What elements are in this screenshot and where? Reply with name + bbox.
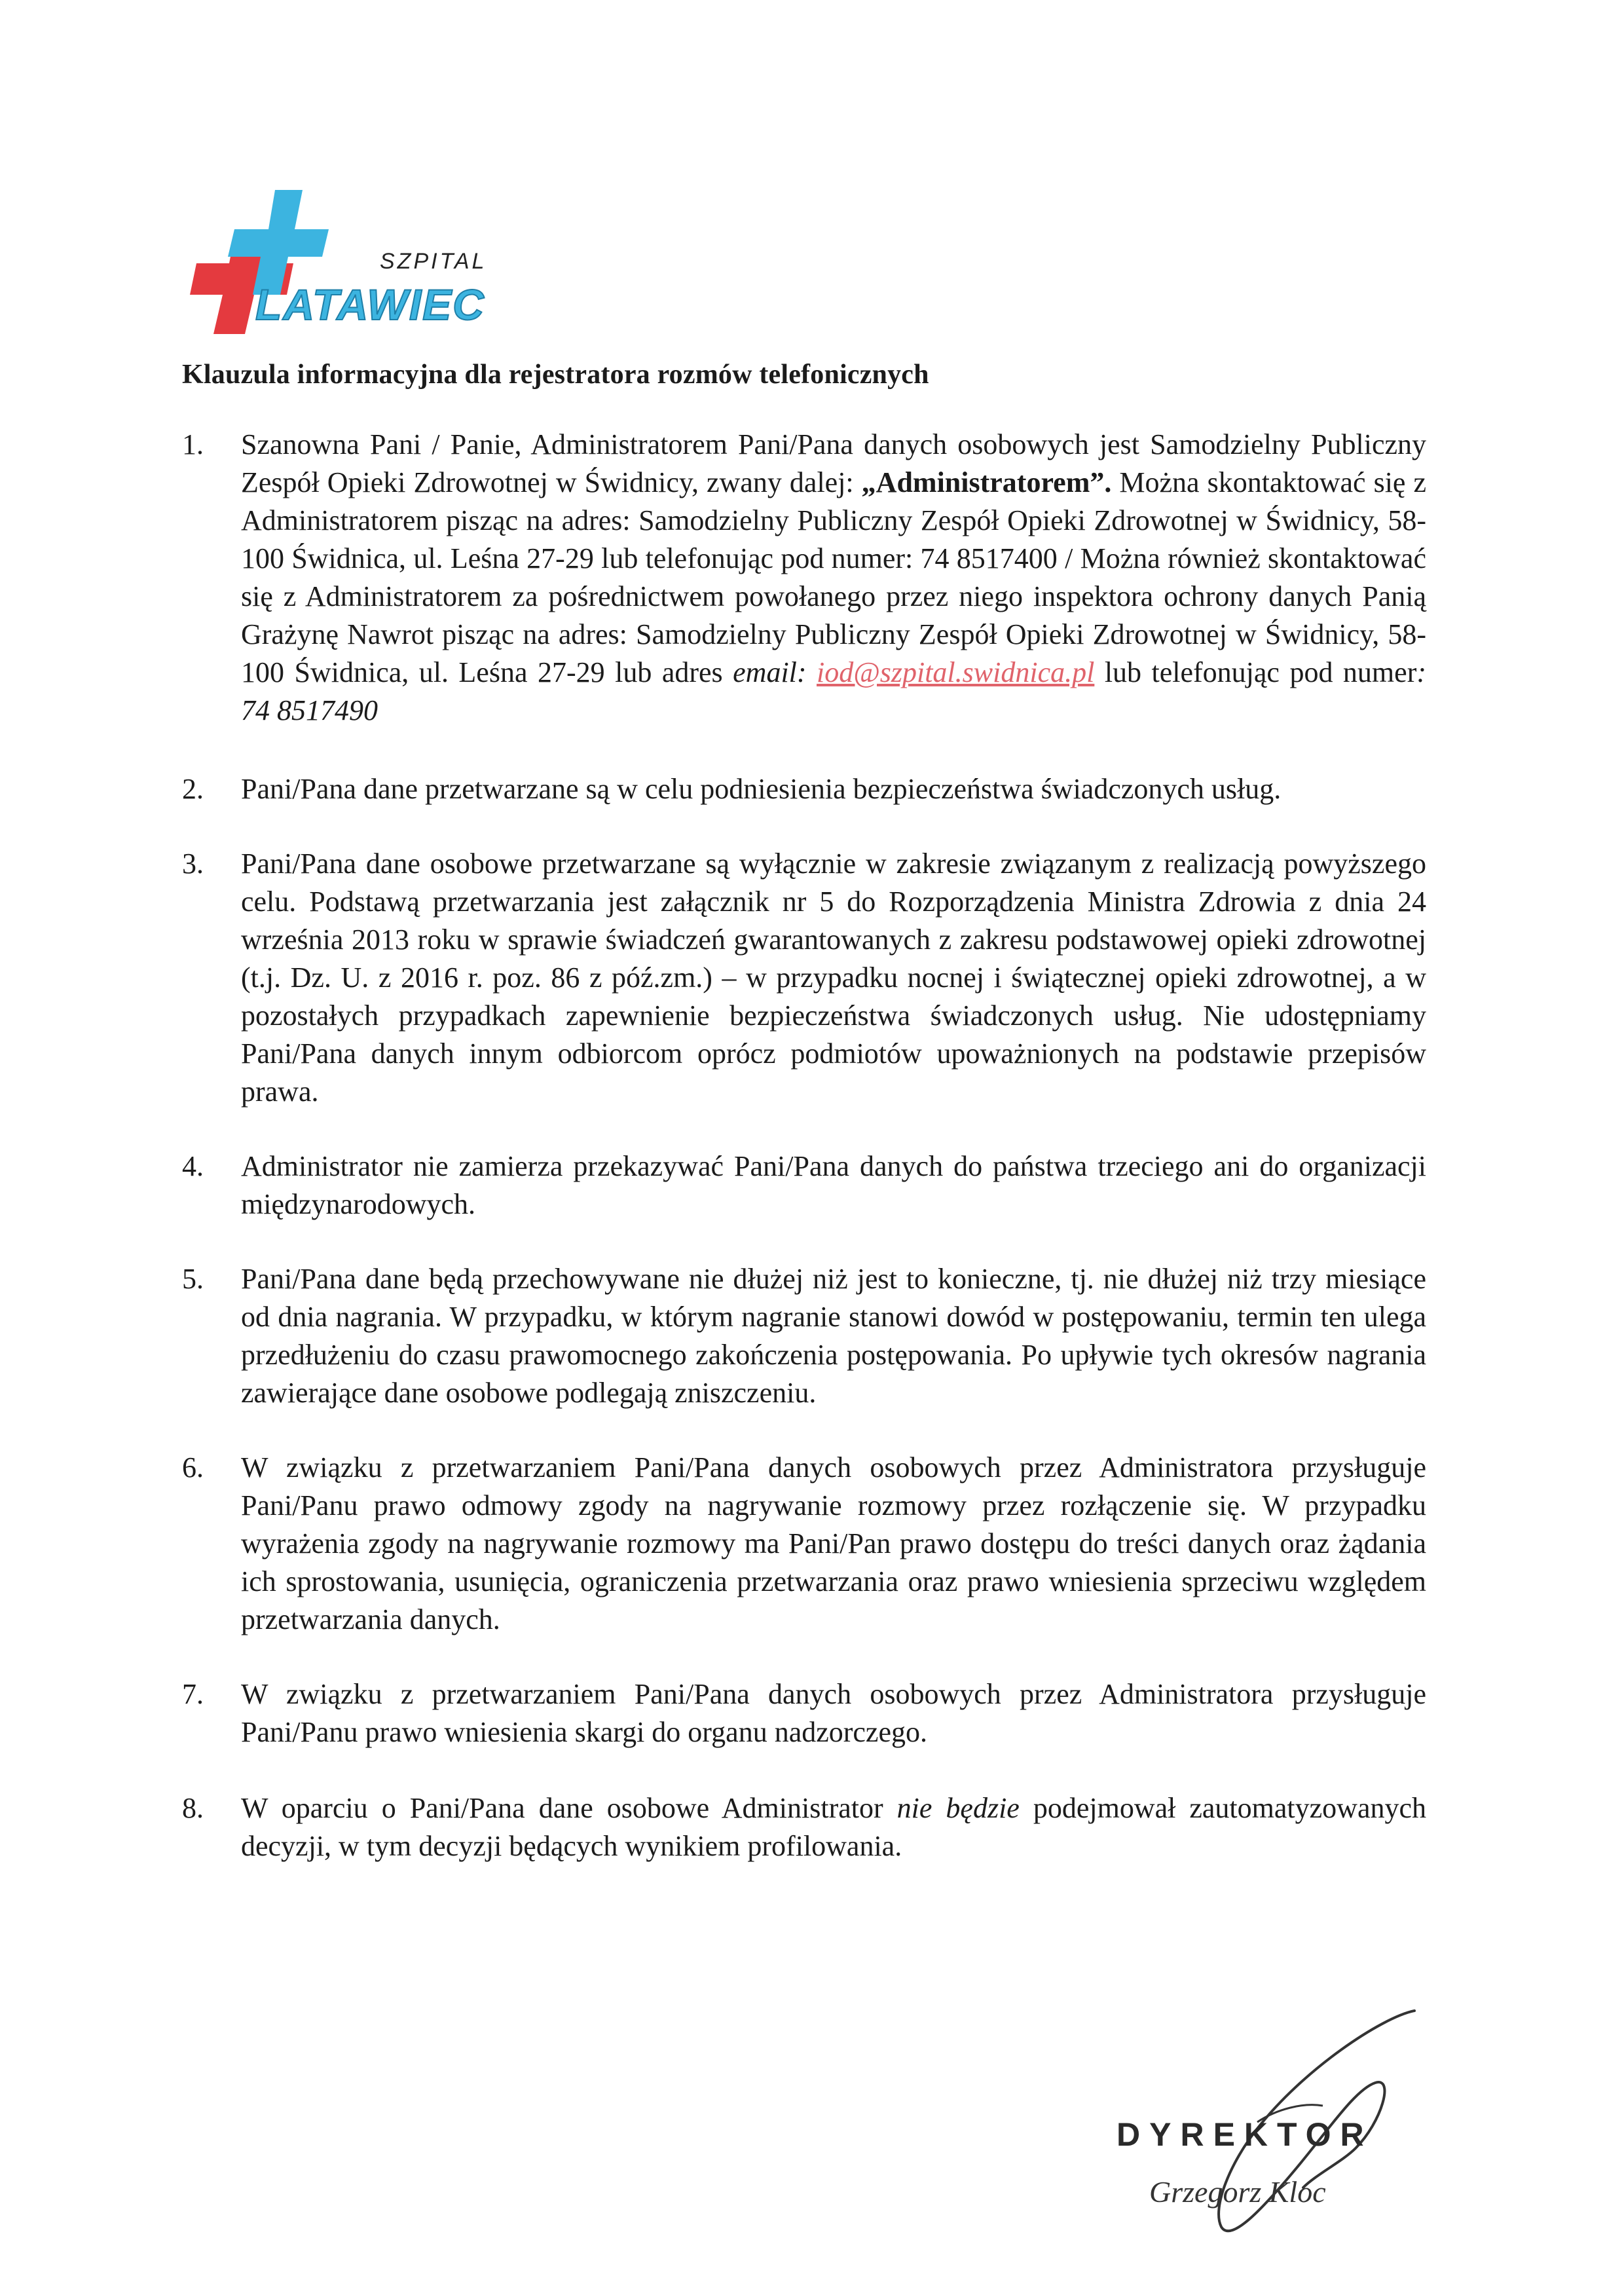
- item-number: 4.: [182, 1150, 204, 1182]
- item-number: 6.: [182, 1451, 204, 1483]
- list-item: [182, 1449, 1426, 1639]
- document-title: Klauzula informacyjna dla rejestratora rozmów telefonicznych: [182, 360, 929, 390]
- hospital-logo: [177, 183, 517, 341]
- list-item: [182, 1148, 1426, 1223]
- email-link[interactable]: iod@szpital.swidnica.pl: [817, 656, 1095, 688]
- list-item: [182, 845, 1426, 1111]
- item-text: Szanowna Pani / Panie, Administratorem Pani/Pana danych osobowych jest Samodzielny Publiczny Zespół Opieki Zdrowotnej w Świdnicy, zwany dalej: „Administratorem”. Można skontaktować się z Administratorem pisząc na adres: Samodzielny Publiczny Zespół Opieki Zdrowotnej w Świdnicy, 58-100 Świdnica, ul. Leśna 27-29 lub telefonując pod numer: 74 8517400 / Można również skontaktować się z Administratorem za pośrednictwem powołanego przez niego inspektora ochrony danych Panią Grażynę Nawrot pisząc na adres: Samodzielny Publiczny Zespół Opieki Zdrowotnej w Świdnicy, 58-100 Świdnica, ul. Leśna 27-29 lub adres email: iod@szpital.swidnica.pl lub telefonując pod numer: 74 8517490: [241, 428, 1426, 726]
- item-number: 7.: [182, 1678, 204, 1710]
- item-text: Administrator nie zamierza przekazywać Pani/Pana danych do państwa trzeciego ani do organizacji międzynarodowych.: [241, 1150, 1426, 1220]
- list-item: [182, 426, 1426, 730]
- item-text: Pani/Pana dane przetwarzane są w celu podniesienia bezpieczeństwa świadczonych usług.: [241, 773, 1282, 805]
- item-number: 8.: [182, 1792, 204, 1824]
- administrator-term: „Administratorem”.: [861, 466, 1112, 498]
- item-number: 1.: [182, 428, 204, 460]
- stamp-name: Grzegorz Kloc: [1149, 2175, 1326, 2209]
- item-text: W związku z przetwarzaniem Pani/Pana danych osobowych przez Administratora przysługuje Pani/Panu prawo wniesienia skargi do organu nadzorczego.: [241, 1678, 1426, 1748]
- item-number: 5.: [182, 1263, 204, 1295]
- list-item: [182, 1260, 1426, 1412]
- item-text: Pani/Pana dane osobowe przetwarzane są wyłącznie w zakresie związanym z realizacją powyższego celu. Podstawą przetwarzania jest załącznik nr 5 do Rozporządzenia Ministra Zdrowia z dnia 24 września 2013 roku w sprawie świadczeń gwarantowanych z zakresu podstawowej opieki zdrowotnej (t.j. Dz. U. z 2016 r. poz. 86 z póź.zm.) – w przypadku nocnej i świątecznej opieki zdrowotnej, a w pozostałych przypadkach zapewnienie bezpieczeństwa świadczonych usług. Nie udostępniamy Pani/Pana danych innym odbiorcom oprócz podmiotów upoważnionych na podstawie przepisów prawa.: [241, 848, 1426, 1108]
- clause-list: [182, 426, 1426, 1865]
- list-item: [182, 1789, 1426, 1865]
- phone-number: : 74 8517490: [241, 656, 1426, 726]
- item-text: W związku z przetwarzaniem Pani/Pana danych osobowych przez Administratora przysługuje Pani/Panu prawo odmowy zgody na nagrywanie rozmowy przez rozłączenie się. W przypadku wyrażenia zgody na nagrywanie rozmowy ma Pani/Pan prawo dostępu do treści danych oraz żądania ich sprostowania, usunięcia, ograniczenia przetwarzania oraz prawo wniesienia sprzeciwu względem przetwarzania danych.: [241, 1451, 1426, 1635]
- email-label: email:: [733, 656, 807, 688]
- logo-top-text: SZPITAL: [380, 249, 487, 274]
- item-text: W oparciu o Pani/Pana dane osobowe Administrator nie będzie podejmował zautomatyzowanych decyzji, w tym decyzji będących wynikiem profilowania.: [241, 1792, 1427, 1862]
- stamp-role: DYREKTOR: [1116, 2116, 1373, 2153]
- item-number: 3.: [182, 848, 204, 880]
- item-number: 2.: [182, 773, 204, 805]
- list-item: [182, 770, 1426, 808]
- item-text: Pani/Pana dane będą przechowywane nie dłużej niż jest to konieczne, tj. nie dłużej niż trzy miesiące od dnia nagrania. W przypadku, w którym nagranie stanowi dowód w postępowaniu, termin ten ulega przedłużeniu do czasu prawomocnego zakończenia postępowania. Po upływie tych okresów nagrania zawierające dane osobowe podlegają zniszczeniu.: [241, 1263, 1426, 1409]
- list-item: [182, 1675, 1426, 1751]
- logo-main-text: LATAWIEC: [255, 280, 485, 329]
- emphasis-text: nie będzie: [896, 1792, 1020, 1824]
